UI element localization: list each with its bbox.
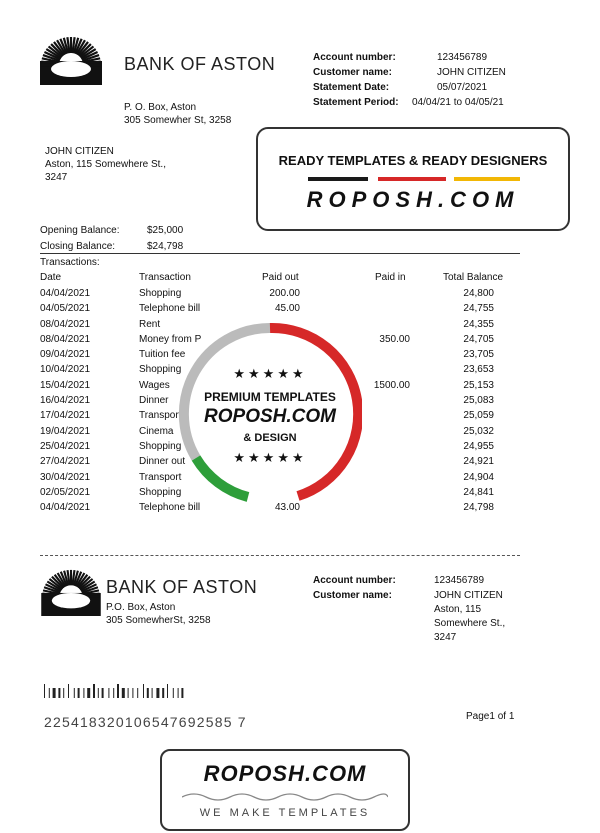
stamp-line-2: ROPOSH.COM bbox=[204, 406, 336, 427]
account-number-value: 123456789 bbox=[437, 52, 488, 63]
bank-sunburst-logo-icon bbox=[40, 35, 102, 85]
account-number-label: Account number: bbox=[313, 52, 396, 63]
table-cell-date: 08/04/2021 bbox=[40, 333, 91, 345]
table-cell-date: 19/04/2021 bbox=[40, 425, 91, 437]
table-cell-desc: Telephone bill bbox=[139, 502, 201, 514]
table-cell-bal: 23,653 bbox=[463, 364, 494, 376]
table-cell-out: 200.00 bbox=[269, 288, 300, 299]
stamp-line-1: PREMIUM TEMPLATES bbox=[204, 390, 336, 404]
closing-balance-value: $24,798 bbox=[147, 241, 184, 252]
statement-period-value: 04/04/21 to 04/05/21 bbox=[412, 97, 504, 108]
total-balance-column bbox=[440, 286, 494, 515]
table-cell-desc: Dinner bbox=[139, 395, 169, 407]
table-cell-bal: 24,705 bbox=[463, 333, 494, 345]
table-cell-bal: 25,032 bbox=[463, 425, 494, 437]
header-date: Date bbox=[40, 272, 62, 283]
table-cell-date: 02/05/2021 bbox=[40, 486, 91, 498]
table-cell-date: 09/04/2021 bbox=[40, 349, 91, 361]
header-total-balance: Total Balance bbox=[443, 272, 504, 283]
table-cell-bal: 24,904 bbox=[463, 471, 494, 483]
date-column bbox=[40, 286, 90, 515]
slip-account-label: Account number: bbox=[313, 575, 396, 586]
transactions-title: Transactions: bbox=[40, 257, 100, 268]
table-cell-desc: Shopping bbox=[139, 486, 182, 498]
watermark-footer-logo bbox=[160, 749, 410, 831]
table-cell-in bbox=[350, 286, 410, 301]
stripe-yellow bbox=[454, 177, 520, 181]
table-cell-desc: Transport bbox=[139, 410, 182, 422]
slip-address-line-2: 305 SomewherSt, 3258 bbox=[106, 615, 211, 626]
table-cell-bal: 25,059 bbox=[463, 410, 494, 422]
barcode-icon bbox=[44, 684, 264, 698]
table-cell-date: 04/05/2021 bbox=[40, 303, 91, 315]
table-cell-date: 08/04/2021 bbox=[40, 318, 91, 330]
statement-period-label: Statement Period: bbox=[313, 97, 399, 108]
statement-date-label: Statement Date: bbox=[313, 82, 390, 93]
statement-date-value: 05/07/2021 bbox=[437, 82, 488, 93]
slip-customer-line-4: 3247 bbox=[434, 632, 457, 643]
table-cell-in bbox=[350, 301, 410, 316]
bank-name: BANK OF ASTON bbox=[124, 54, 276, 74]
table-cell-bal: 24,798 bbox=[463, 502, 494, 514]
slip-customer-line-1: JOHN CITIZEN bbox=[434, 590, 503, 601]
slip-customer-label: Customer name: bbox=[313, 590, 392, 601]
customer-name: JOHN CITIZEN bbox=[45, 146, 114, 157]
slip-bank-logo-icon bbox=[40, 568, 102, 616]
table-cell-date: 04/04/2021 bbox=[40, 502, 91, 514]
table-cell-bal: 23,705 bbox=[463, 349, 494, 361]
table-cell-desc: Telephone bill bbox=[139, 303, 201, 315]
table-cell-bal: 24,800 bbox=[463, 288, 494, 299]
table-cell-date: 16/04/2021 bbox=[40, 395, 91, 407]
slip-address-line-1: P.O. Box, Aston bbox=[106, 602, 176, 613]
slip-account-value: 123456789 bbox=[434, 575, 485, 586]
table-cell-desc: Transport bbox=[139, 471, 182, 483]
bank-address-line-1: P. O. Box, Aston bbox=[124, 102, 197, 113]
table-cell-bal: 24,921 bbox=[463, 456, 494, 468]
barcode-number: 225418320106547692585 7 bbox=[44, 714, 247, 730]
divider bbox=[40, 253, 520, 254]
table-cell-desc: Dinner out bbox=[139, 456, 186, 468]
table-cell-desc: Rent bbox=[139, 318, 161, 330]
header-paid-in: Paid in bbox=[375, 272, 406, 283]
table-cell-desc: Wages bbox=[139, 379, 170, 391]
bank-address-line-2: 305 Somewher St, 3258 bbox=[124, 115, 232, 126]
footer-brand: ROPOSH.COM bbox=[203, 761, 367, 786]
table-cell-date: 30/04/2021 bbox=[40, 471, 91, 483]
slip-bank-name: BANK OF ASTON bbox=[106, 577, 258, 597]
slip-customer-line-3: Somewhere St., bbox=[434, 618, 506, 629]
table-cell-bal: 24,955 bbox=[463, 440, 494, 452]
table-cell-in: 350.00 bbox=[379, 333, 410, 345]
footer-tagline: WE MAKE TEMPLATES bbox=[199, 807, 371, 819]
customer-name-label: Customer name: bbox=[313, 67, 392, 78]
watermark-banner-tagline: READY TEMPLATES & READY DESIGNERS bbox=[278, 153, 548, 168]
customer-name-value: JOHN CITIZEN bbox=[437, 67, 506, 78]
table-cell-desc: Cinema bbox=[139, 425, 174, 437]
table-cell-desc: Shopping bbox=[139, 440, 182, 452]
header-paid-out: Paid out bbox=[262, 272, 299, 283]
table-cell-bal: 24,841 bbox=[463, 486, 494, 498]
watermark-banner bbox=[256, 127, 570, 231]
stamp-stars-bottom: ★★★★★ bbox=[233, 450, 307, 465]
wave-icon bbox=[182, 791, 388, 803]
table-cell-date: 27/04/2021 bbox=[40, 456, 91, 468]
table-cell-out: 43.00 bbox=[274, 502, 300, 514]
stripe-red bbox=[378, 177, 446, 181]
closing-balance-label: Closing Balance: bbox=[40, 241, 116, 252]
opening-balance-value: $25,000 bbox=[147, 225, 184, 236]
customer-address-line-1: Aston, 115 Somewhere St., bbox=[45, 159, 166, 170]
table-cell-bal: 25,153 bbox=[463, 379, 494, 391]
table-cell-bal: 25,083 bbox=[463, 395, 494, 407]
table-cell-bal: 24,355 bbox=[463, 318, 494, 330]
watermark-stamp bbox=[178, 322, 362, 506]
table-cell-date: 17/04/2021 bbox=[40, 410, 91, 422]
header-transaction: Transaction bbox=[139, 272, 191, 283]
table-cell-in: 1500.00 bbox=[373, 379, 410, 391]
table-cell-out: 45.00 bbox=[274, 303, 300, 315]
table-cell-date: 10/04/2021 bbox=[40, 364, 91, 376]
table-cell-desc: Shopping bbox=[139, 288, 182, 299]
table-cell-desc: Tuition fee bbox=[139, 349, 186, 361]
page-indicator: Page1 of 1 bbox=[466, 711, 515, 722]
stamp-stars-top: ★★★★★ bbox=[233, 366, 307, 381]
table-cell-date: 04/04/2021 bbox=[40, 288, 91, 299]
table-cell-desc: Money from P bbox=[139, 333, 202, 345]
customer-address-line-2: 3247 bbox=[45, 172, 68, 183]
stripe-black bbox=[308, 177, 368, 181]
table-cell-date: 15/04/2021 bbox=[40, 379, 91, 391]
table-cell-bal: 24,755 bbox=[463, 303, 494, 315]
watermark-banner-brand: ROPOSH.COM bbox=[306, 187, 520, 212]
opening-balance-label: Opening Balance: bbox=[40, 225, 120, 236]
table-cell-desc: Shopping bbox=[139, 364, 182, 376]
table-cell-date: 25/04/2021 bbox=[40, 440, 91, 452]
slip-customer-line-2: Aston, 115 bbox=[434, 604, 482, 615]
stamp-line-3: & DESIGN bbox=[243, 432, 297, 444]
tear-off-line bbox=[40, 555, 520, 556]
